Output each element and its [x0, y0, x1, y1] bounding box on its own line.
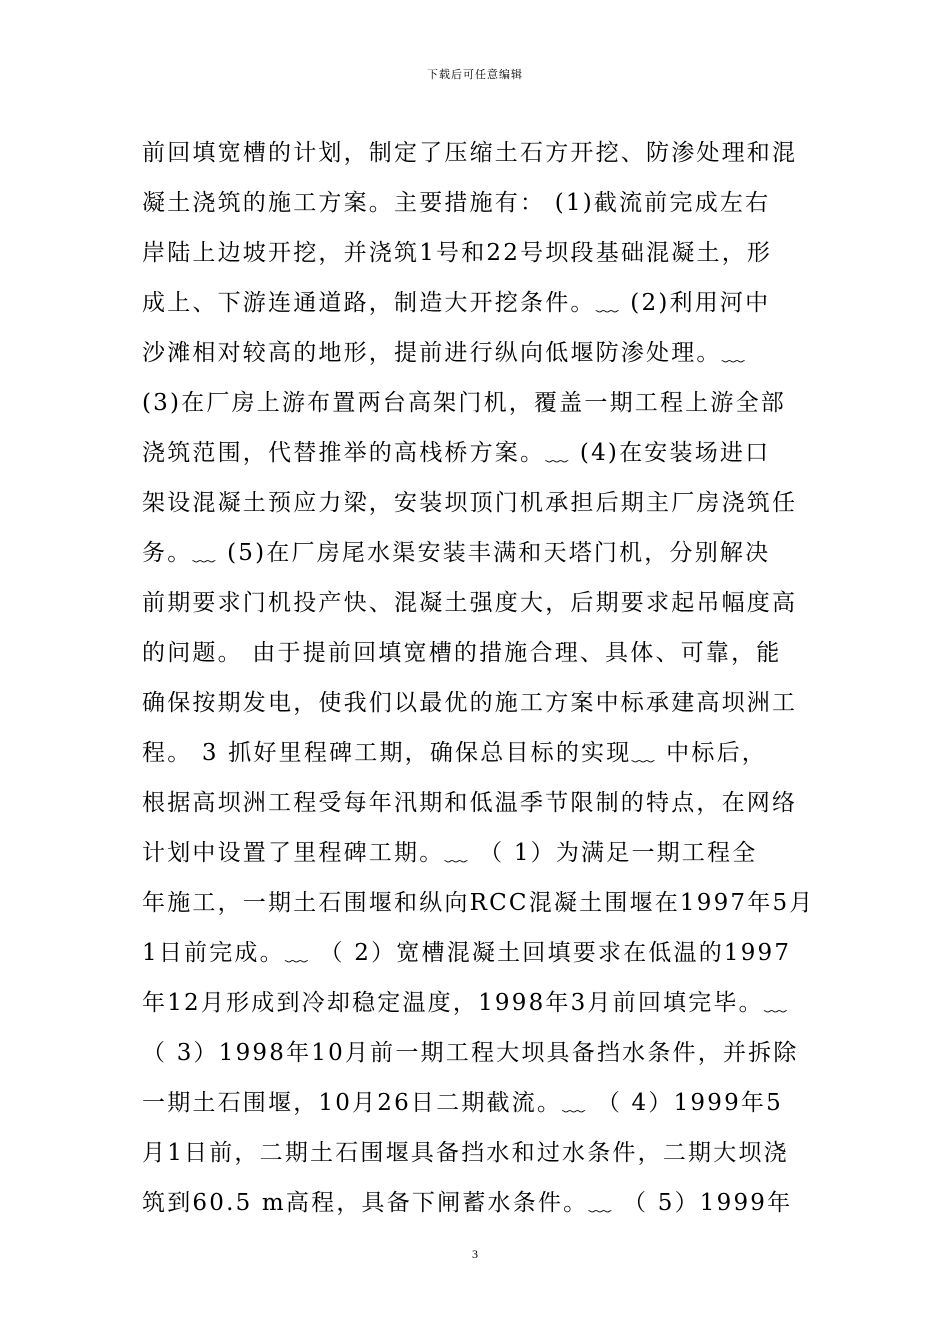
- text-line: 的问题。 由于提前回填宽槽的措施合理、具体、可靠，能: [142, 640, 782, 666]
- text-line: 架设混凝土预应力梁，安装坝顶门机承担后期主厂房浇筑任: [142, 490, 798, 516]
- text-line: 凝土浇筑的施工方案。主要措施有： (1)截流前完成左右: [142, 190, 771, 216]
- text-line: 根据高坝洲工程受每年汛期和低温季节限制的特点，在网络: [142, 790, 798, 816]
- text-line: 1日前完成。﹏ （ 2）宽槽混凝土回填要求在低温的1997: [142, 940, 792, 966]
- text-line: 年12月形成到冷却稳定温度，1998年3月前回填完毕。﹏: [142, 990, 790, 1016]
- text-line: 一期土石围堰，10月26日二期截流。﹏ （ 4）1999年5: [142, 1090, 783, 1116]
- text-line: 岸陆上边坡开挖，并浇筑1号和22号坝段基础混凝土，形: [142, 240, 773, 266]
- text-line: 年施工，一期土石围堰和纵向RCC混凝土围堰在1997年5月: [142, 890, 815, 916]
- text-line: 前回填宽槽的计划，制定了压缩土石方开挖、防渗处理和混: [142, 140, 798, 166]
- text-line: 程。 3 抓好里程碑工期，确保总目标的实现﹏ 中标后，: [142, 740, 767, 766]
- text-line: 务。﹏ (5)在厂房尾水渠安装丰满和天塔门机，分别解决: [142, 540, 771, 566]
- text-line: (3)在厂房上游布置两台高架门机，覆盖一期工程上游全部: [142, 390, 786, 416]
- text-line: 成上、下游连通道路，制造大开挖条件。﹏ (2)利用河中: [142, 290, 771, 316]
- text-line: 筑到60.5 m高程，具备下闸蓄水条件。﹏ （ 5）1999年: [142, 1190, 793, 1216]
- text-line: 月1日前，二期土石围堰具备挡水和过水条件，二期大坝浇: [142, 1140, 789, 1166]
- text-line: 确保按期发电，使我们以最优的施工方案中标承建高坝洲工: [142, 690, 798, 716]
- page-number: 3: [472, 1247, 478, 1261]
- text-line: 计划中设置了里程碑工期。﹏ （ 1）为满足一期工程全: [142, 840, 758, 866]
- body-text: [142, 128, 815, 1228]
- text-line: （ 3）1998年10月前一期工程大坝具备挡水条件，并拆除: [142, 1040, 799, 1066]
- text-line: 前期要求门机投产快、混凝土强度大，后期要求起吊幅度高: [142, 590, 798, 616]
- page-header: 下载后可任意编辑: [427, 68, 523, 81]
- text-line: 浇筑范围，代替推举的高栈桥方案。﹏ (4)在安装场进口: [142, 440, 771, 466]
- text-line: 沙滩相对较高的地形，提前进行纵向低堰防渗处理。﹏: [142, 340, 747, 366]
